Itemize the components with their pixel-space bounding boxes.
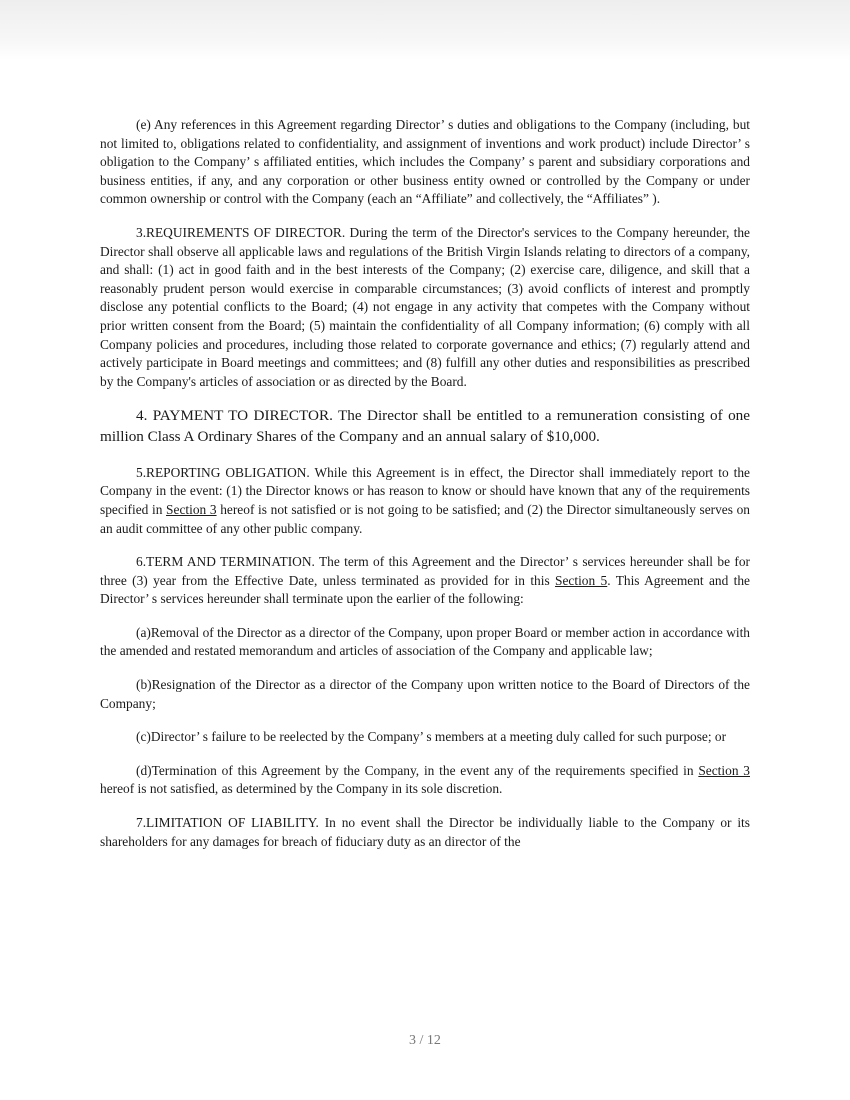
clause-reelection-failure: (c)Director’ s failure to be reelected by the Company’ s members at a meeting duly called for such purpose; or bbox=[136, 729, 727, 745]
termination-text-start: (d)Termination of this Agreement by the Company, in the event any of the requirements specified in bbox=[136, 762, 699, 778]
paragraph-reporting-obligation bbox=[100, 464, 750, 538]
clause-termination-by-company bbox=[100, 762, 750, 799]
paragraph-term-and-termination bbox=[100, 553, 750, 609]
term-text-start: 6.TERM AND TERMINATION. The term of this Agreement and the Director’ s services hereunder shall be for three (3) year from the Effective Date, unless terminated as provided for in this bbox=[100, 554, 750, 588]
reporting-text-start: 5.REPORTING OBLIGATION. While this Agreement is in effect, the Director shall immediately report to the Company in the event: (1) the Director knows or has reason to know or should have known that any of the requirements specified in bbox=[100, 464, 750, 517]
section-3-reference-2: Section 3 bbox=[698, 762, 750, 778]
page-number: 3 / 12 bbox=[409, 1033, 441, 1048]
section-3-reference: Section 3 bbox=[166, 501, 217, 517]
paragraph-requirements-of-director: 3.REQUIREMENTS OF DIRECTOR. During the term of the Director's services to the Company hereunder, the Director shall observe all applicable laws and regulations of the British Virgin Islands relating to directors of a company, and shall: (1) act in good faith and in the best interests of the Company; (2) exercise care, diligence, and skill that a reasonably prudent person would exercise in comparable circumstances; (3) avoid conflicts of interest and promptly disclose any potential conflicts to the Board; (4) not engage in any activity that competes with the Company without prior written consent from the Board; (5) maintain the confidentiality of all Company information; (6) comply with all Company policies and procedures, including those related to corporate governance and ethics; (7) regularly attend and actively participate in Board meetings and committees; and (8) fulfill any other duties and responsibilities as prescribed by the Company's articles of association or as directed by the Board. bbox=[100, 224, 750, 389]
paragraph-affiliates: (e) Any references in this Agreement regarding Director’ s duties and obligations to the Company (including, but not limited to, obligations related to confidentiality, and assignment of inventions and work product) include Director’ s obligation to the Company’ s affiliated entities, which includes the Company’ s parent and subsidiary corporations and business entities, if any, and any corporation or other business entity owned or controlled by the Company or under common ownership or control with the Company (each an “Affiliate” and collectively, the “Affiliates” ). bbox=[100, 117, 750, 207]
document-body bbox=[100, 116, 750, 866]
termination-text-end: hereof is not satisfied, as determined by the Company in its sole discretion. bbox=[100, 781, 503, 797]
paragraph-limitation-of-liability: 7.LIMITATION OF LIABILITY. In no event shall the Director be individually liable to the Company or its shareholders for any damages for breach of fiduciary duty as an director of the bbox=[100, 815, 750, 849]
paragraph-payment-to-director: 4. PAYMENT TO DIRECTOR. The Director shall be entitled to a remuneration consisting of one million Class A Ordinary Shares of the Company and an annual salary of $10,000. bbox=[100, 407, 750, 445]
term-text-end: . This Agreement and the Director’ s services hereunder shall terminate upon the earlier of the following: bbox=[100, 572, 751, 607]
clause-resignation: (b)Resignation of the Director as a director of the Company upon written notice to the Board of Directors of the Company; bbox=[100, 677, 750, 711]
clause-removal: (a)Removal of the Director as a director of the Company, upon proper Board or member action in accordance with the amended and restated memorandum and articles of association of the Company and applicable law; bbox=[100, 624, 750, 659]
section-5-reference: Section 5 bbox=[555, 572, 608, 588]
reporting-text-end: hereof is not satisfied or is not going to be satisfied; and (2) the Director simultaneously serves on an audit committee of any other public company. bbox=[100, 501, 750, 536]
